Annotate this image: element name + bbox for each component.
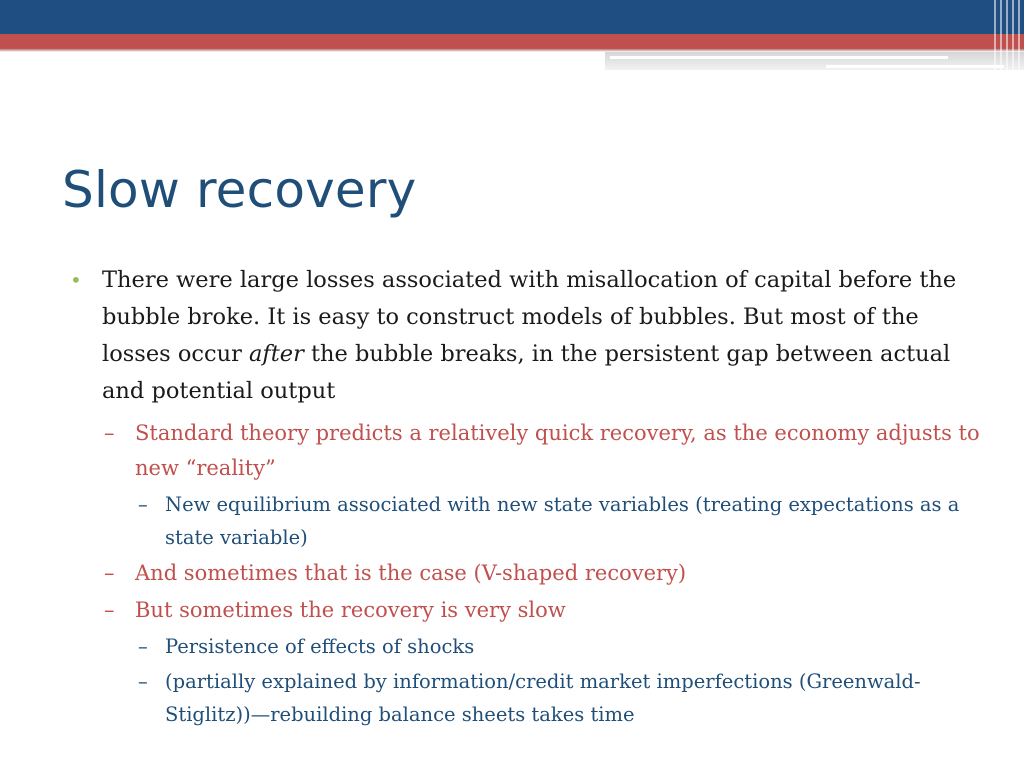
sub-sub-bullet-persistence <box>62 630 982 663</box>
header-vertical-stripes <box>994 0 1024 72</box>
dash-marker: – <box>104 598 115 622</box>
sub-sub-bullet-text: (partially explained by information/credit market imperfections (Greenwald-Stiglitz))—rebuilding balance sheets takes time <box>165 670 921 726</box>
slide-title: Slow recovery <box>62 161 417 219</box>
sub-sub-bullet-new-equilibrium <box>62 488 982 554</box>
sub-bullet-text: Standard theory predicts a relatively quick recovery, as the economy adjusts to new “reality” <box>135 421 980 480</box>
dash-marker: – <box>138 670 148 693</box>
sub-bullet-standard-theory <box>62 416 982 486</box>
header-red-band <box>0 34 1024 48</box>
sub-sub-bullet-text: New equilibrium associated with new state variables (treating expectations as a state variable) <box>165 493 960 549</box>
sub-bullet-v-shaped <box>62 556 982 591</box>
dash-marker: – <box>138 493 148 516</box>
bullet-item-losses <box>62 262 982 410</box>
bullet-text: There were large losses associated with misallocation of capital before the bubble broke. It is easy to construct models of bubbles. But most of the losses occur <box>102 267 957 367</box>
bullet-emphasis: after <box>249 341 304 367</box>
sub-sub-bullet-imperfections <box>62 665 982 731</box>
header-blue-band <box>0 0 1024 34</box>
header-tail-line <box>826 65 1004 68</box>
sub-sub-bullet-text: Persistence of effects of shocks <box>165 635 475 658</box>
slide-body <box>62 262 982 733</box>
header-tail-line <box>610 56 948 59</box>
sub-bullet-text: And sometimes that is the case (V-shaped recovery) <box>135 561 687 585</box>
dash-marker: – <box>104 421 115 445</box>
bullet-text-continued: the bubble breaks, in the persistent gap between actual and potential output <box>102 341 951 404</box>
bullet-marker: • <box>70 268 82 292</box>
sub-bullet-text: But sometimes the recovery is very slow <box>135 598 566 622</box>
sub-bullet-slow-recovery <box>62 593 982 628</box>
dash-marker: – <box>104 561 115 585</box>
dash-marker: – <box>138 635 148 658</box>
